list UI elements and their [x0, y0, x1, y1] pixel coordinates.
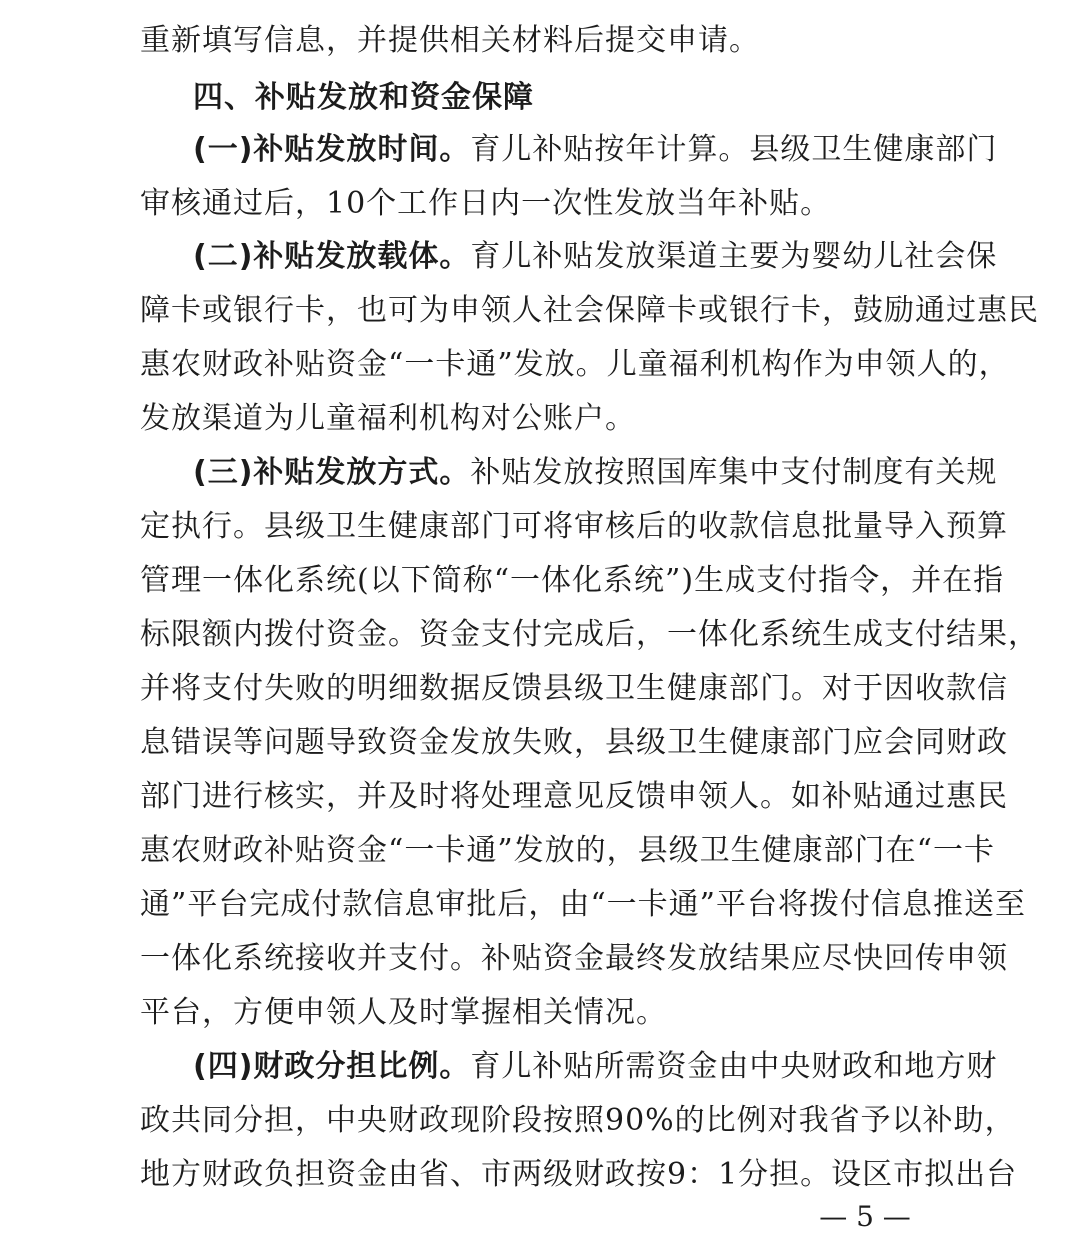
section-heading: 四、补贴发放和资金保障 [193, 80, 534, 115]
paragraph-3-line-9: 通”平台完成付款信息审批后，由“一卡通”平台将拨付信息推送至 [140, 887, 1027, 922]
paragraph-1-first-line [193, 132, 998, 168]
paragraph-4-lead: (四)财政分担比例。 [193, 1049, 471, 1084]
paragraph-3-line-8: 惠农财政补贴资金“一卡通”发放的，县级卫生健康部门在“一卡 [140, 833, 996, 868]
paragraph-3-lead: (三)补贴发放方式。 [193, 455, 471, 490]
paragraph-3-line-5: 并将支付失败的明细数据反馈县级卫生健康部门。对于因收款信 [140, 671, 1008, 706]
page-number: — 5 — [819, 1200, 911, 1233]
paragraph-4-line-1: 育儿补贴所需资金由中央财政和地方财 [470, 1049, 998, 1084]
paragraph-1-line-1: 育儿补贴按年计算。县级卫生健康部门 [470, 132, 998, 167]
paragraph-3-line-10: 一体化系统接收并支付。补贴资金最终发放结果应尽快回传申领 [140, 941, 1008, 976]
paragraph-3-line-2: 定执行。县级卫生健康部门可将审核后的收款信息批量导入预算 [140, 509, 1008, 544]
paragraph-4-line-3: 地方财政负担资金由省、市两级财政按9：1分担。设区市拟出台 [140, 1157, 1018, 1192]
paragraph-4-first-line [193, 1049, 998, 1085]
paragraph-2-line-3: 惠农财政补贴资金“一卡通”发放。儿童福利机构作为申领人的， [140, 347, 1010, 382]
paragraph-1-line-2: 审核通过后，10个工作日内一次性发放当年补贴。 [140, 186, 832, 221]
paragraph-3-line-1: 补贴发放按照国库集中支付制度有关规 [470, 455, 998, 490]
continuation-line: 重新填写信息，并提供相关材料后提交申请。 [140, 23, 760, 58]
paragraph-1-lead: (一)补贴发放时间。 [193, 132, 471, 167]
paragraph-3-line-6: 息错误等问题导致资金发放失败，县级卫生健康部门应会同财政 [140, 725, 1008, 760]
paragraph-2-first-line [193, 239, 998, 275]
paragraph-2-lead: (二)补贴发放载体。 [193, 239, 471, 274]
paragraph-3-line-3: 管理一体化系统(以下简称“一体化系统”)生成支付指令，并在指 [140, 563, 1005, 598]
paragraph-2-line-1: 育儿补贴发放渠道主要为婴幼儿社会保 [470, 239, 998, 274]
paragraph-3-line-4: 标限额内拨付资金。资金支付完成后，一体化系统生成支付结果， [140, 617, 1039, 652]
paragraph-2-line-2: 障卡或银行卡，也可为申领人社会保障卡或银行卡，鼓励通过惠民 [140, 293, 1039, 328]
paragraph-4-line-2: 政共同分担，中央财政现阶段按照90%的比例对我省予以补助， [140, 1103, 1016, 1138]
paragraph-3-line-7: 部门进行核实，并及时将处理意见反馈申领人。如补贴通过惠民 [140, 779, 1008, 814]
paragraph-2-line-4: 发放渠道为儿童福利机构对公账户。 [140, 401, 636, 436]
paragraph-3-first-line [193, 455, 998, 491]
paragraph-3-line-11: 平台，方便申领人及时掌握相关情况。 [140, 995, 667, 1030]
